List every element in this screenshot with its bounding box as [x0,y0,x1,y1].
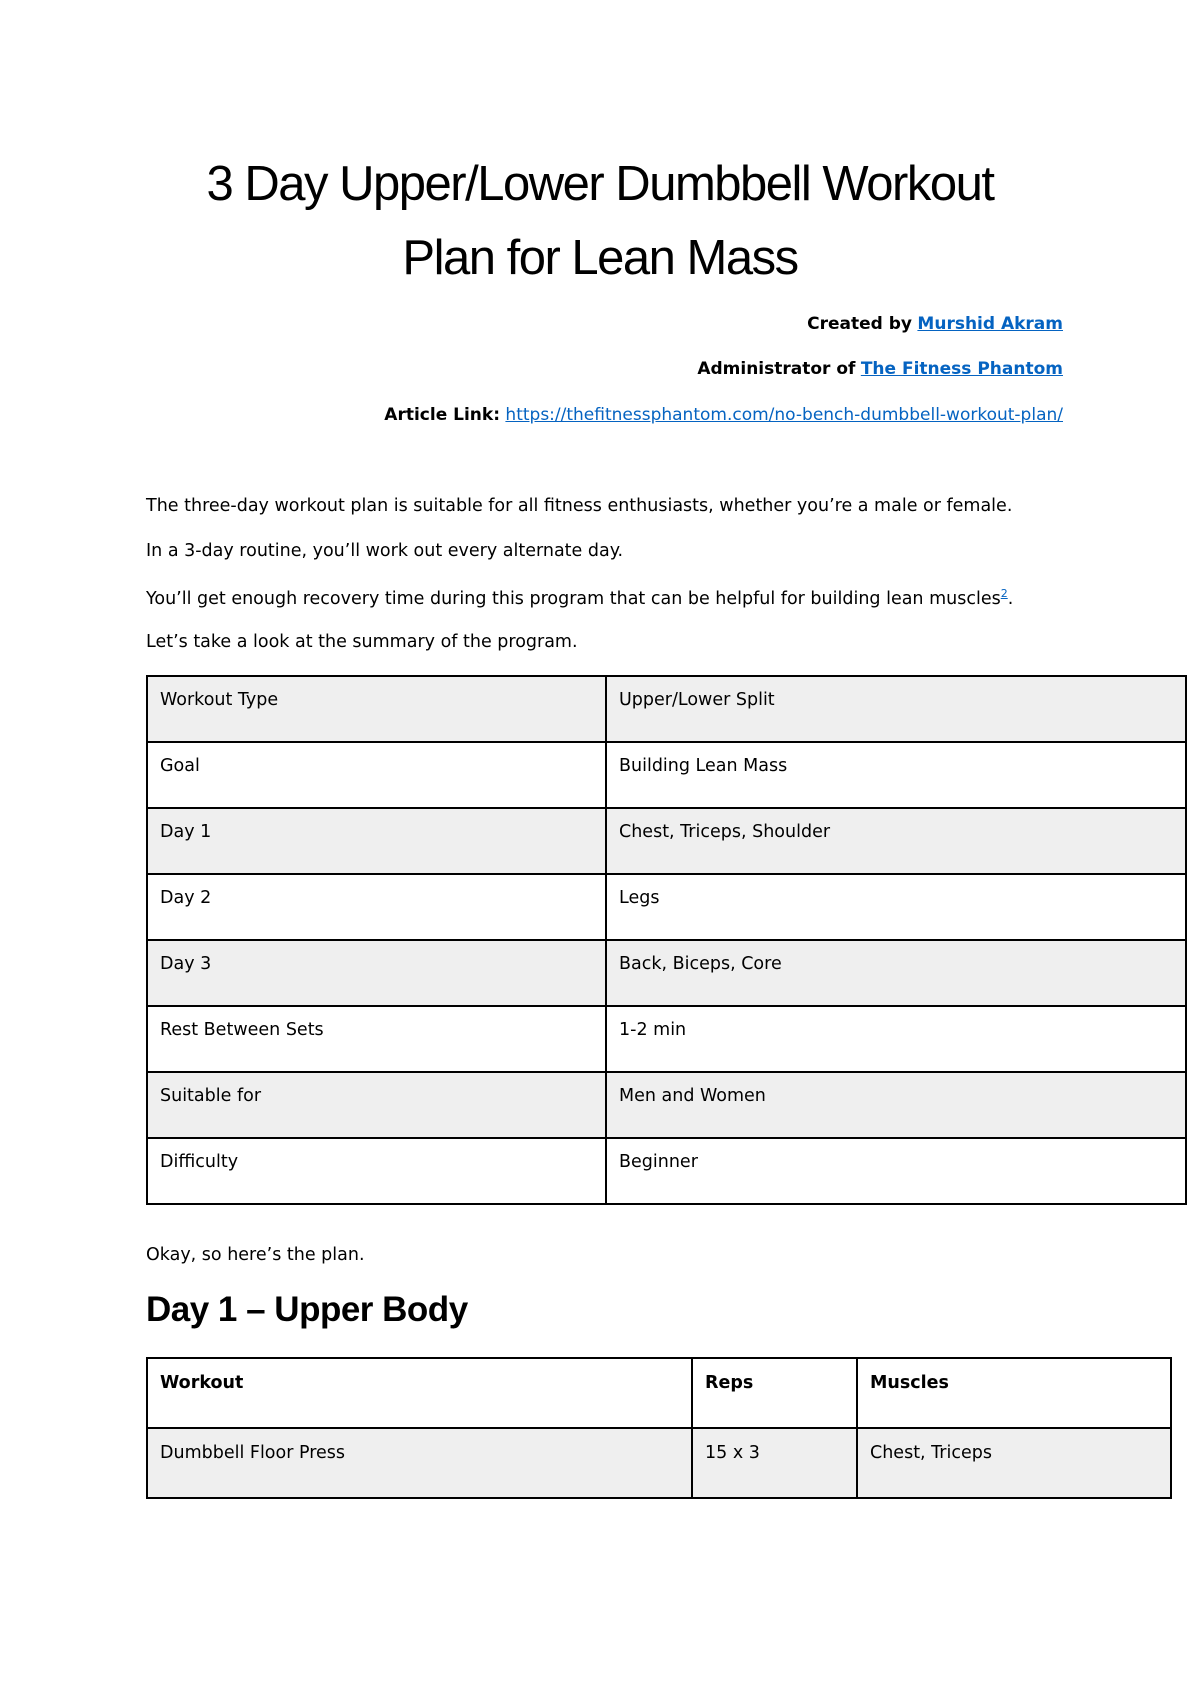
column-header-workout: Workout [147,1358,692,1428]
intro-paragraph-3 [146,587,1013,609]
day1-table [146,1357,1172,1499]
summary-label: Day 1 [147,808,606,874]
page-title-line-1: 3 Day Upper/Lower Dumbbell Workout [206,157,994,211]
summary-table [146,675,1187,1205]
table-row [147,874,1186,940]
page-title-line-2: Plan for Lean Mass [402,231,798,285]
table-row [147,1072,1186,1138]
site-link[interactable]: The Fitness Phantom [860,359,1063,379]
administrator-line [697,359,1063,379]
summary-value: Building Lean Mass [606,742,1186,808]
table-row [147,1006,1186,1072]
column-header-muscles: Muscles [857,1358,1171,1428]
summary-label: Goal [147,742,606,808]
day1-heading: Day 1 – Upper Body [146,1290,468,1329]
summary-label: Suitable for [147,1072,606,1138]
summary-label: Workout Type [147,676,606,742]
table-row [147,808,1186,874]
created-by-line [807,314,1063,334]
summary-value: Men and Women [606,1072,1186,1138]
table-header-row [147,1358,1171,1428]
table-row [147,940,1186,1006]
article-link-label: Article Link: [384,405,501,425]
workout-cell: Dumbbell Floor Press [147,1428,692,1498]
intro-paragraph-1: The three-day workout plan is suitable for all fitness enthusiasts, whether you’re a male or female. [146,496,1013,516]
summary-value: Back, Biceps, Core [606,940,1186,1006]
footnote-link[interactable]: 2 [1000,587,1008,600]
table-row [147,676,1186,742]
table-row [147,1138,1186,1204]
column-header-reps: Reps [692,1358,857,1428]
created-by-label: Created by [807,314,913,334]
summary-label: Difficulty [147,1138,606,1204]
article-link-line [384,405,1063,425]
summary-label: Day 2 [147,874,606,940]
administrator-label: Administrator of [697,359,856,379]
intro-paragraph-2: In a 3-day routine, you’ll work out every alternate day. [146,541,624,561]
article-url-link[interactable]: https://thefitnessphantom.com/no-bench-dumbbell-workout-plan/ [505,405,1063,425]
muscles-cell: Chest, Triceps [857,1428,1171,1498]
summary-value: 1-2 min [606,1006,1186,1072]
summary-value: Beginner [606,1138,1186,1204]
summary-value: Upper/Lower Split [606,676,1186,742]
intro-paragraph-3-text: You’ll get enough recovery time during this program that can be helpful for building lean muscles [146,588,1001,609]
reps-cell: 15 x 3 [692,1428,857,1498]
summary-label: Rest Between Sets [147,1006,606,1072]
table-row [147,1428,1171,1498]
intro-paragraph-4: Let’s take a look at the summary of the program. [146,632,578,652]
table-row [147,742,1186,808]
author-link[interactable]: Murshid Akram [917,314,1063,334]
summary-label: Day 3 [147,940,606,1006]
plan-intro-text: Okay, so here’s the plan. [146,1245,365,1265]
summary-value: Legs [606,874,1186,940]
summary-value: Chest, Triceps, Shoulder [606,808,1186,874]
intro-paragraph-3-end: . [1007,588,1014,609]
